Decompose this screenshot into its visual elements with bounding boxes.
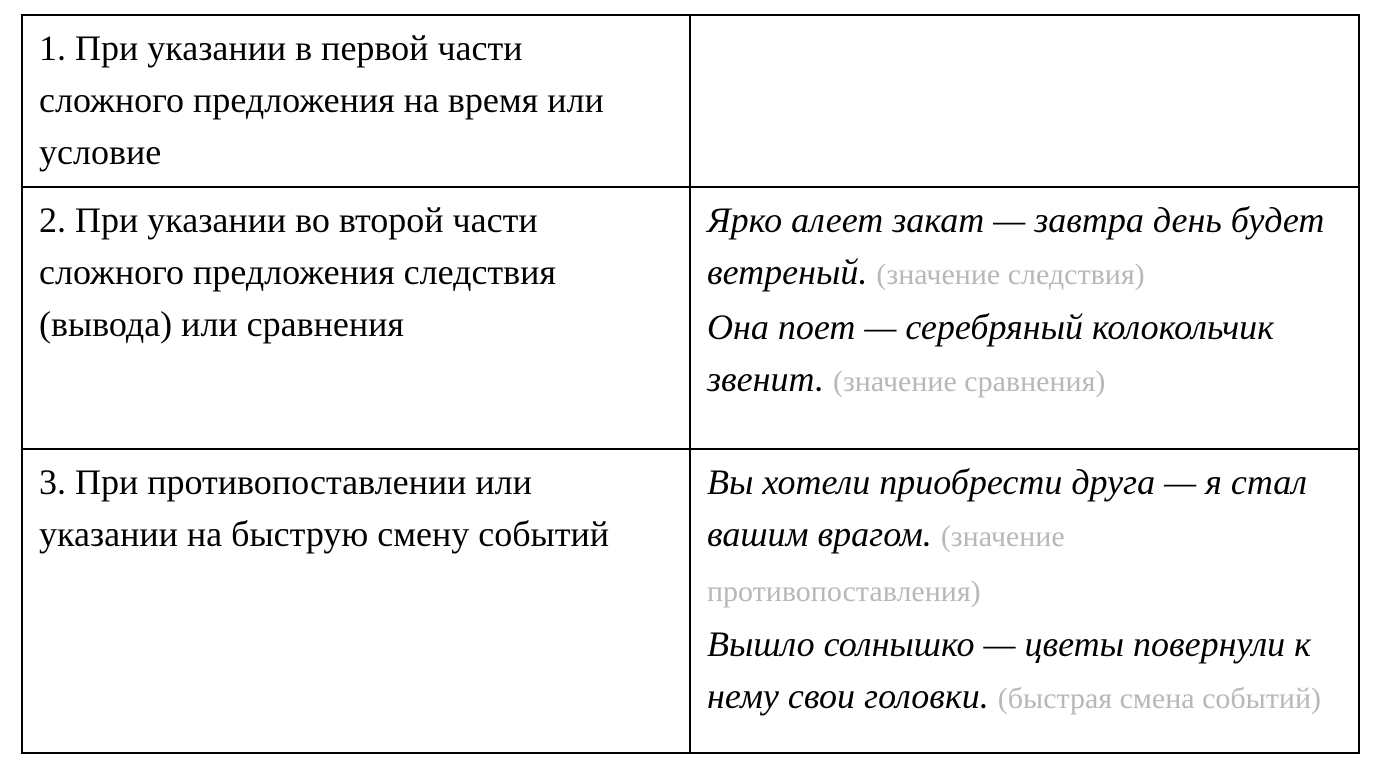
example-note: (значение следствия) [876, 258, 1145, 291]
example-note: (значение противопоставления) [707, 520, 1065, 608]
table-row [22, 449, 1359, 753]
rules-table [21, 14, 1360, 754]
table-row [22, 15, 1359, 187]
table-row [22, 187, 1359, 449]
example-cell [690, 449, 1359, 753]
example-sentence: Она поет — серебряный колокольчик звенит. [707, 307, 1274, 399]
example-item [707, 456, 1342, 618]
example-sentence: Вы хотели приобрести друга — я стал вашим врагом. [707, 462, 1307, 554]
example-item [707, 194, 1342, 301]
rule-cell: 2. При указании во второй части сложного предложения следствия (вывода) или сравнения [22, 187, 690, 449]
example-sentence: Вышло солнышко — цветы повернули к нему свои головки. [707, 624, 1311, 716]
rule-cell: 3. При противопоставлении или указании на быструю смену событий [22, 449, 690, 753]
example-item [707, 301, 1342, 408]
example-sentence: Ярко алеет закат — завтра день будет ветреный. [707, 200, 1325, 292]
rule-cell: 1. При указании в первой части сложного предложения на время или условие [22, 15, 690, 187]
example-cell [690, 15, 1359, 187]
example-note: (быстрая смена событий) [997, 682, 1322, 715]
example-item [707, 618, 1342, 725]
example-note: (значение сравнения) [832, 365, 1106, 398]
example-cell [690, 187, 1359, 449]
